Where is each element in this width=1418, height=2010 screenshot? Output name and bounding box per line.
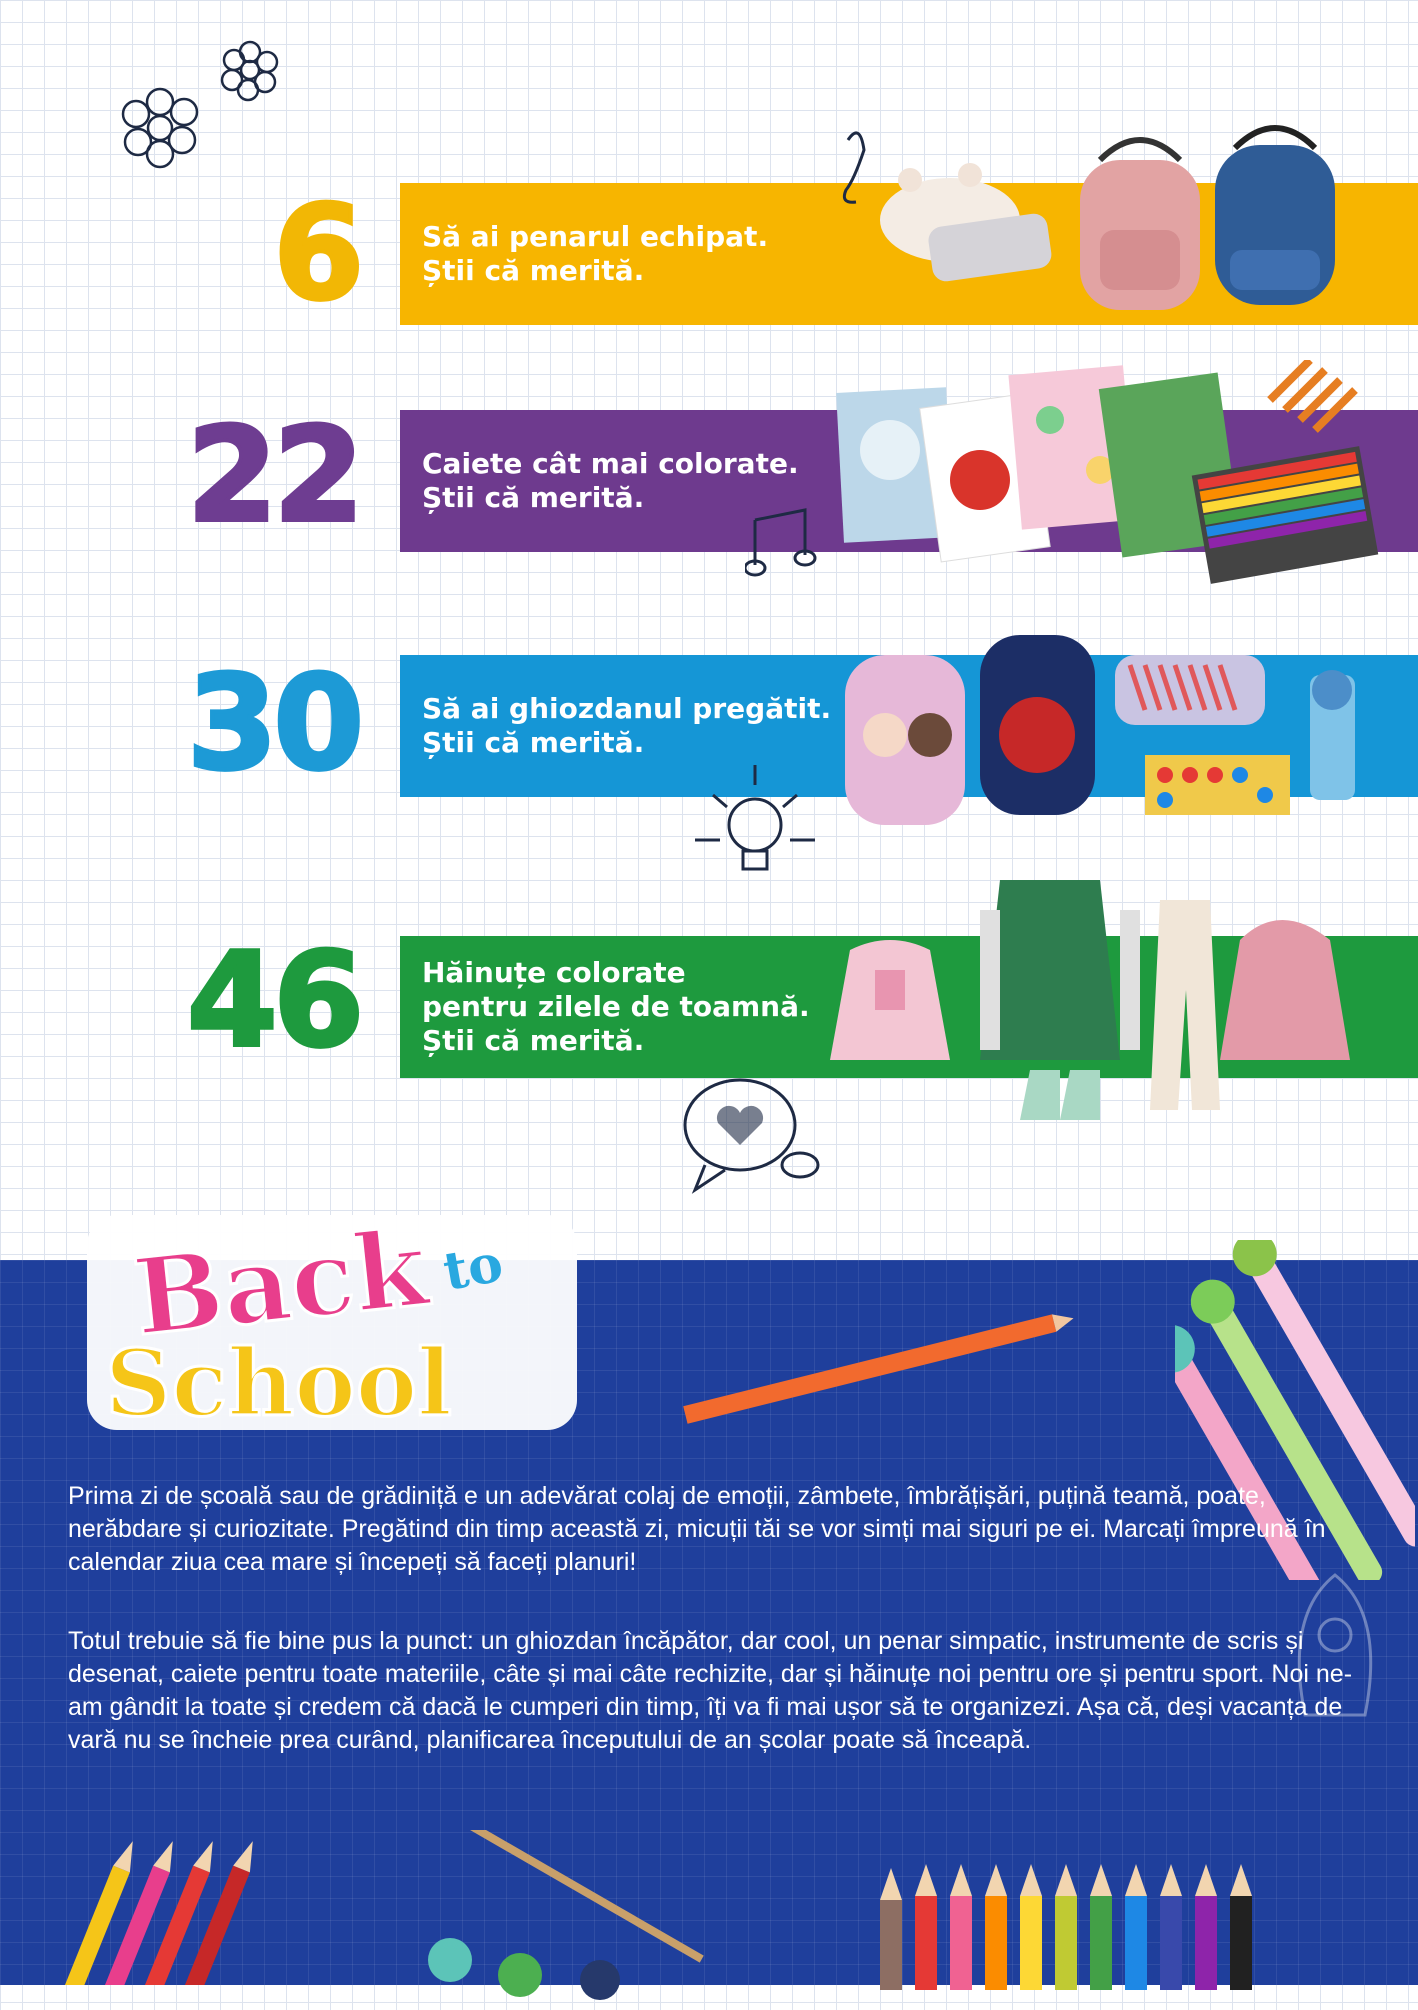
- paintbrush-paints-image: [410, 1830, 750, 2010]
- intro-paragraph: Prima zi de școală sau de grădiniță e un adevărat colaj de emoții, zâmbete, îmbrățișări, puțină teamă, poate, nerăbdare și curiozitate. Pregătind din timp această zi, micuții tăi se vor simți mai siguri pe ei. Marcați împreună în calendar ziua cea mare și începeți să faceți planuri!: [68, 1482, 1326, 1576]
- week-number: 30: [187, 647, 360, 799]
- details-paragraph: Totul trebuie să fie bine pus la punct: un ghiozdan încăpător, dar cool, un penar simpatic, instrumente de scris și desenat, caiete pentru toate materiile, câte și mai câte rechizite, dar și hăinuțe noi pentru ore și pentru sport. Noi ne-am gândit la toate și credem că dacă le cumperi din timp, îți va fi mai ușor să te organizezi. Așa că, deși vacanța de vară nu se încheie prea curând, planificarea începutului de an școlar poate să înceapă.: [68, 1627, 1353, 1754]
- heart-speech-bubble-doodle-icon: [675, 1070, 825, 1200]
- logo-word-to: to: [438, 1232, 508, 1303]
- offer-row-pencil-case: [0, 140, 1418, 329]
- colored-pencils-right-image: [870, 1860, 1290, 1990]
- colored-pencils-left-image: [40, 1825, 280, 1985]
- week-number: 22: [187, 399, 360, 551]
- banner-line-1: Să ai ghiozdanul pregătit.: [422, 692, 832, 725]
- banner-line-2: pentru zilele de toamnă.: [422, 990, 810, 1023]
- banner-line-2: Știi că merită.: [422, 254, 645, 287]
- banner-line-1: Să ai penarul echipat.: [422, 220, 769, 253]
- autumn-clothes-image: [830, 850, 1370, 1140]
- logo-word-school: School: [105, 1329, 453, 1437]
- banner-line-2: Știi că merită.: [422, 726, 645, 759]
- music-note-doodle-icon: [745, 500, 825, 580]
- banner-line-1: Hăinuțe colorate: [422, 956, 686, 989]
- banner-line-3: Știi că merită.: [422, 1024, 645, 1057]
- logo-word-back: Back: [128, 1205, 433, 1360]
- banner-line-2: Știi că merită.: [422, 481, 645, 514]
- offer-row-notebooks: [0, 370, 1418, 551]
- offer-row-backpacks: [0, 615, 1418, 799]
- week-number: 6: [273, 177, 360, 329]
- notebooks-pencils-image: [830, 360, 1390, 600]
- pencil-case-backpacks-image: [800, 120, 1360, 320]
- lightbulb-doodle-icon: [685, 755, 825, 895]
- back-to-school-logo: [75, 1195, 595, 1455]
- offer-row-clothes: [0, 890, 1418, 1076]
- school-backpacks-image: [845, 615, 1365, 855]
- orange-pencil-image: [660, 1310, 1080, 1430]
- banner-line-1: Caiete cât mai colorate.: [422, 447, 799, 480]
- week-number: 46: [187, 924, 360, 1076]
